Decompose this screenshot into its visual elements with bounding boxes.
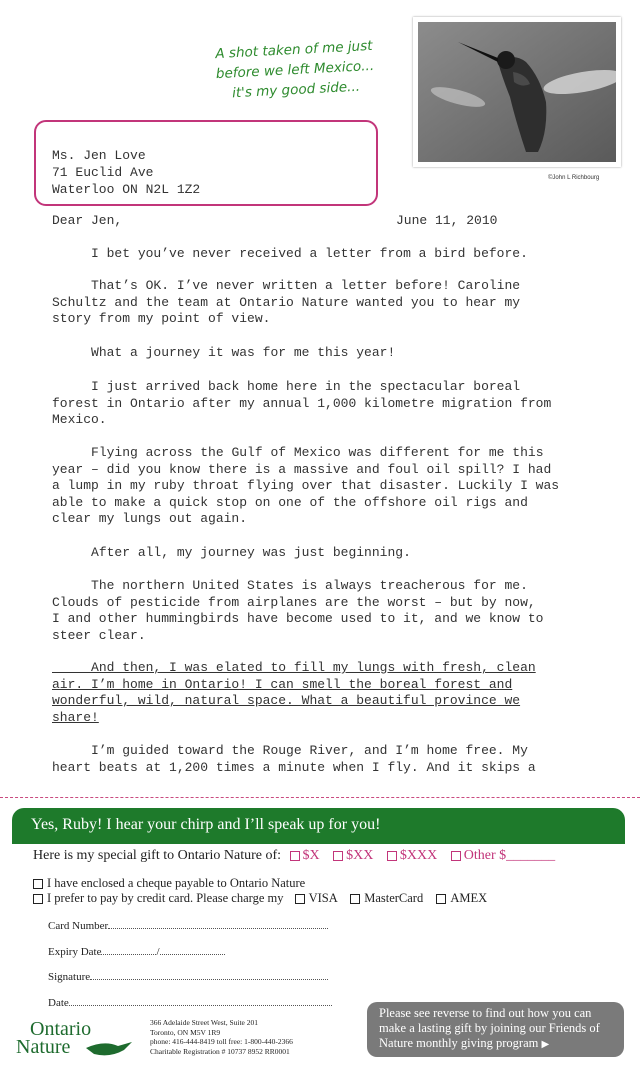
org-address: 366 Adelaide Street West, Suite 201 Toronto, ON M5V 1R9 phone: 416-444-8419 toll free: 1-800-440-2366 Charitable Registration # 10737 8952 RR0001: [150, 1018, 293, 1056]
expiry-field[interactable]: Expiry Date /: [48, 944, 225, 958]
letter-date: June 11, 2010: [396, 213, 498, 228]
gift-label: Here is my special gift to Ontario Nature of:: [33, 848, 282, 863]
hummingbird-photo: [413, 17, 621, 167]
letter-paragraph-underlined: And then, I was elated to fill my lungs with fresh, clean air. I’m home in Ontario! I can smell the boreal forest and wonderful, wild, natural space. What a beautiful province we share!: [52, 660, 536, 725]
donation-form: [12, 808, 625, 1060]
photo-caption: [194, 35, 397, 105]
amount-option[interactable]: $XXX: [387, 848, 437, 863]
amount-option[interactable]: $X: [290, 848, 320, 863]
cheque-option[interactable]: I have enclosed a cheque payable to Ontario Nature: [33, 876, 305, 891]
tear-off-line: [0, 797, 640, 798]
bird-logo-icon: [84, 1038, 134, 1060]
mastercard-option[interactable]: MasterCard: [350, 891, 423, 905]
reverse-note[interactable]: Please see reverse to find out how you can make a lasting gift by joining our Friends of Nature monthly giving program ▶: [367, 1002, 624, 1057]
letter-paragraph: That’s OK. I’ve never written a letter before! Caroline Schultz and the team at Ontario Nature wanted you to hear my story from my point of view.: [52, 278, 521, 326]
caption-line: before we left Mexico...: [215, 57, 375, 83]
photo-credit: ©John L Richbourg: [548, 175, 600, 181]
address-line: 71 Euclid Ave: [52, 165, 154, 180]
letter-paragraph: After all, my journey was just beginning.: [52, 545, 411, 560]
date-field[interactable]: Date: [48, 995, 332, 1009]
visa-option[interactable]: VISA: [295, 891, 337, 905]
letter-paragraph: Flying across the Gulf of Mexico was different for me this year – did you know there is a massive and foul oil spill? I had a lump in my ruby throat flying over that disaster. Luckily I was able to make a quick stop on one of the offshore oil rigs and clear my lungs out again.: [52, 445, 560, 526]
card-number-field[interactable]: Card Number: [48, 918, 328, 932]
letter-paragraph: I’m guided toward the Rouge River, and I’m home free. My heart beats at 1,200 times a minute when I fly. And it skips a: [52, 743, 536, 775]
address-line: Ms. Jen Love: [52, 148, 146, 163]
signature-field[interactable]: Signature: [48, 969, 328, 983]
salutation: Dear Jen,: [52, 213, 123, 228]
banner-text: Yes, Ruby! I hear your chirp and I’ll speak up for you!: [31, 816, 381, 833]
arrow-right-icon: ▶: [541, 1039, 550, 1050]
letter-paragraph: What a journey it was for me this year!: [52, 345, 396, 360]
letter-paragraph: I bet you’ve never received a letter from a bird before.: [52, 246, 528, 261]
caption-line: A shot taken of me just: [215, 37, 373, 63]
address-line: Waterloo ON N2L 1Z2: [52, 182, 201, 197]
amount-option[interactable]: $XX: [333, 848, 373, 863]
caption-line: it's my good side...: [231, 78, 361, 102]
form-banner: [12, 808, 625, 844]
letter-paragraph: The northern United States is always treacherous for me. Clouds of pesticide from airplanes are the worst – but by now, I and other hummingbirds have become used to it, and we know to steer clear.: [52, 578, 544, 643]
ontario-nature-logo: Ontario Nature: [14, 1016, 139, 1060]
amount-option-other[interactable]: Other $_______: [451, 848, 555, 863]
letter-paragraph: I just arrived back home here in the spectacular boreal forest in Ontario after my annual 1,000 kilometre migration from Mexico.: [52, 379, 552, 427]
address-block: [34, 120, 378, 206]
amex-option[interactable]: AMEX: [436, 891, 487, 905]
gift-row: [33, 848, 555, 864]
credit-option[interactable]: I prefer to pay by credit card. Please charge my VISA MasterCard AMEX: [33, 891, 487, 906]
